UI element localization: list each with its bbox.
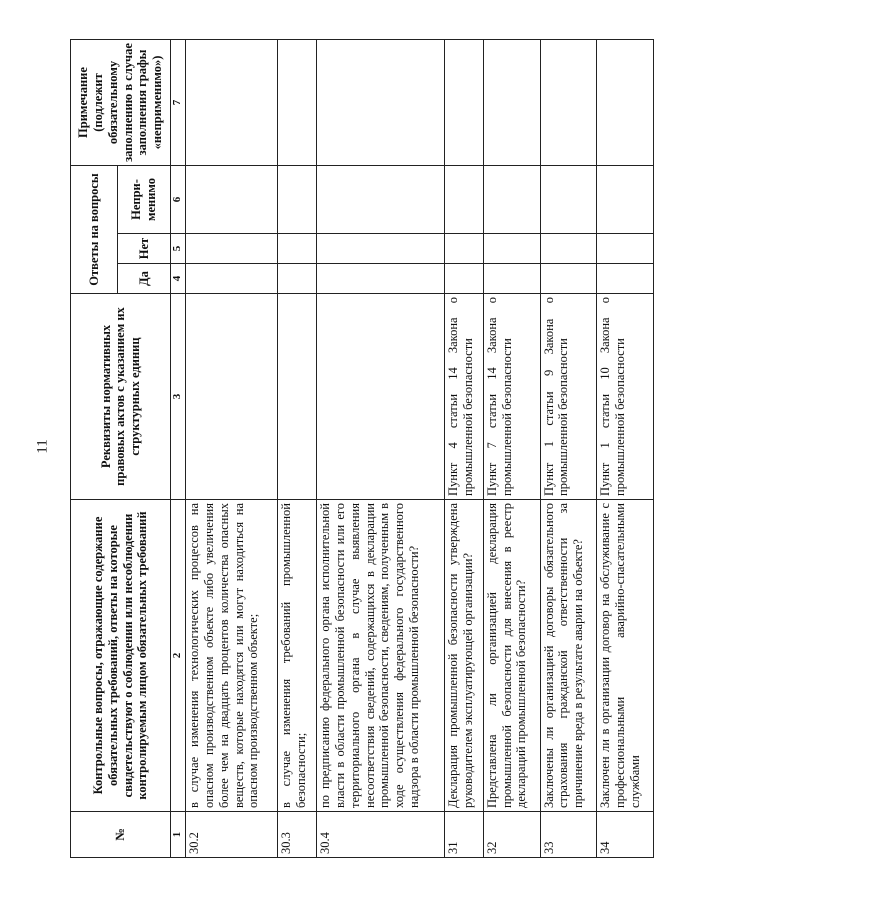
note-cell[interactable] <box>186 40 278 166</box>
row-number: 34 <box>597 812 654 858</box>
column-number: 2 <box>171 500 186 812</box>
rotated-page <box>70 43 888 858</box>
answer-yes-cell[interactable] <box>444 264 483 294</box>
row-requisites: Пункт 1 статьи 10 Закона о промышленной безопасности <box>597 294 654 500</box>
column-number: 1 <box>171 812 186 858</box>
header-answers: Ответы на вопросы <box>71 166 118 294</box>
row-number: 30.3 <box>278 812 317 858</box>
answer-no-cell[interactable] <box>186 234 278 264</box>
row-requisites: Пункт 1 статьи 9 Закона о промышленной безопасности <box>540 294 597 500</box>
answer-yes-cell[interactable] <box>540 264 597 294</box>
column-number: 4 <box>171 264 186 294</box>
table-row <box>278 40 317 858</box>
table-row <box>540 40 597 858</box>
header-requisites: Реквизиты нормативных правовых актов с указанием их структурных единиц <box>71 294 171 500</box>
answer-no-cell[interactable] <box>483 234 540 264</box>
note-cell[interactable] <box>278 40 317 166</box>
row-question: Представлена ли организацией декларация промышленной безопасности для внесения в реестр деклараций промышленной безопасности? <box>483 500 540 812</box>
answer-yes-cell[interactable] <box>483 264 540 294</box>
answer-no-cell[interactable] <box>444 234 483 264</box>
column-number: 5 <box>171 234 186 264</box>
answer-yes-cell[interactable] <box>278 264 317 294</box>
row-question: в случае изменения требований промышленной безопасности; <box>278 500 317 812</box>
row-question: Заключены ли организацией договоры обязательного страхования гражданской ответственности за причинение вреда в результате аварии на объекте? <box>540 500 597 812</box>
header-no-answer: Нет <box>118 234 171 264</box>
answer-no-cell[interactable] <box>317 234 444 264</box>
note-cell[interactable] <box>317 40 444 166</box>
answer-no-cell[interactable] <box>540 234 597 264</box>
answer-na-cell[interactable] <box>317 166 444 234</box>
answer-na-cell[interactable] <box>540 166 597 234</box>
column-number: 3 <box>171 294 186 500</box>
answer-na-cell[interactable] <box>278 166 317 234</box>
page-number: 11 <box>34 439 51 454</box>
row-question: Декларация промышленной безопасности утверждена руководителем эксплуатирующей организации? <box>444 500 483 812</box>
table-row <box>186 40 278 858</box>
answer-na-cell[interactable] <box>483 166 540 234</box>
row-question: по предписанию федерального органа исполнительной власти в области промышленной безопасности или его территориального органа в случае выявления несоответствия сведений, содержащихся в декларации промышленной безопасности, сведениям, полученным в ходе осуществления федерального государственного надзора в области промышленной безопасности? <box>317 500 444 812</box>
answer-na-cell[interactable] <box>597 166 654 234</box>
row-number: 33 <box>540 812 597 858</box>
answer-na-cell[interactable] <box>186 166 278 234</box>
header-note: Примечание (подлежит обязательному заполнению в случае заполнения графы «неприменимо») <box>71 40 171 166</box>
row-requisites: Пункт 4 статьи 14 Закона о промышленной безопасности <box>444 294 483 500</box>
row-requisites: Пункт 7 статьи 14 Закона о промышленной безопасности <box>483 294 540 500</box>
row-requisites <box>278 294 317 500</box>
table-row <box>483 40 540 858</box>
row-requisites <box>317 294 444 500</box>
table-row <box>597 40 654 858</box>
note-cell[interactable] <box>483 40 540 166</box>
answer-no-cell[interactable] <box>278 234 317 264</box>
column-number-row <box>171 40 186 858</box>
row-number: 30.2 <box>186 812 278 858</box>
answer-no-cell[interactable] <box>597 234 654 264</box>
column-number: 6 <box>171 166 186 234</box>
table-row <box>444 40 483 858</box>
answer-yes-cell[interactable] <box>317 264 444 294</box>
note-cell[interactable] <box>540 40 597 166</box>
checklist-table <box>70 39 654 858</box>
header-yes: Да <box>118 264 171 294</box>
note-cell[interactable] <box>444 40 483 166</box>
row-number: 31 <box>444 812 483 858</box>
row-number: 30.4 <box>317 812 444 858</box>
row-number: 32 <box>483 812 540 858</box>
row-question: в случае изменения технологических процессов на опасном производственном объекте либо увеличения более чем на двадцать процентов количества опасных веществ, которые находятся или могут находиться на опасном производственном объекте; <box>186 500 278 812</box>
header-row <box>71 40 118 858</box>
answer-yes-cell[interactable] <box>597 264 654 294</box>
note-cell[interactable] <box>597 40 654 166</box>
header-question: Контрольные вопросы, отражающие содержание обязательных требований, ответы на которые свидетельствуют о соблюдении или несоблюдении контролируемым лицом обязательных требований <box>71 500 171 812</box>
table-row <box>317 40 444 858</box>
row-requisites <box>186 294 278 500</box>
header-no: № <box>71 812 171 858</box>
column-number: 7 <box>171 40 186 166</box>
answer-na-cell[interactable] <box>444 166 483 234</box>
answer-yes-cell[interactable] <box>186 264 278 294</box>
row-question: Заключен ли в организации договор на обслуживание с профессиональными аварийно-спасательными службами <box>597 500 654 812</box>
header-not-applicable: Непри-менимо <box>118 166 171 234</box>
